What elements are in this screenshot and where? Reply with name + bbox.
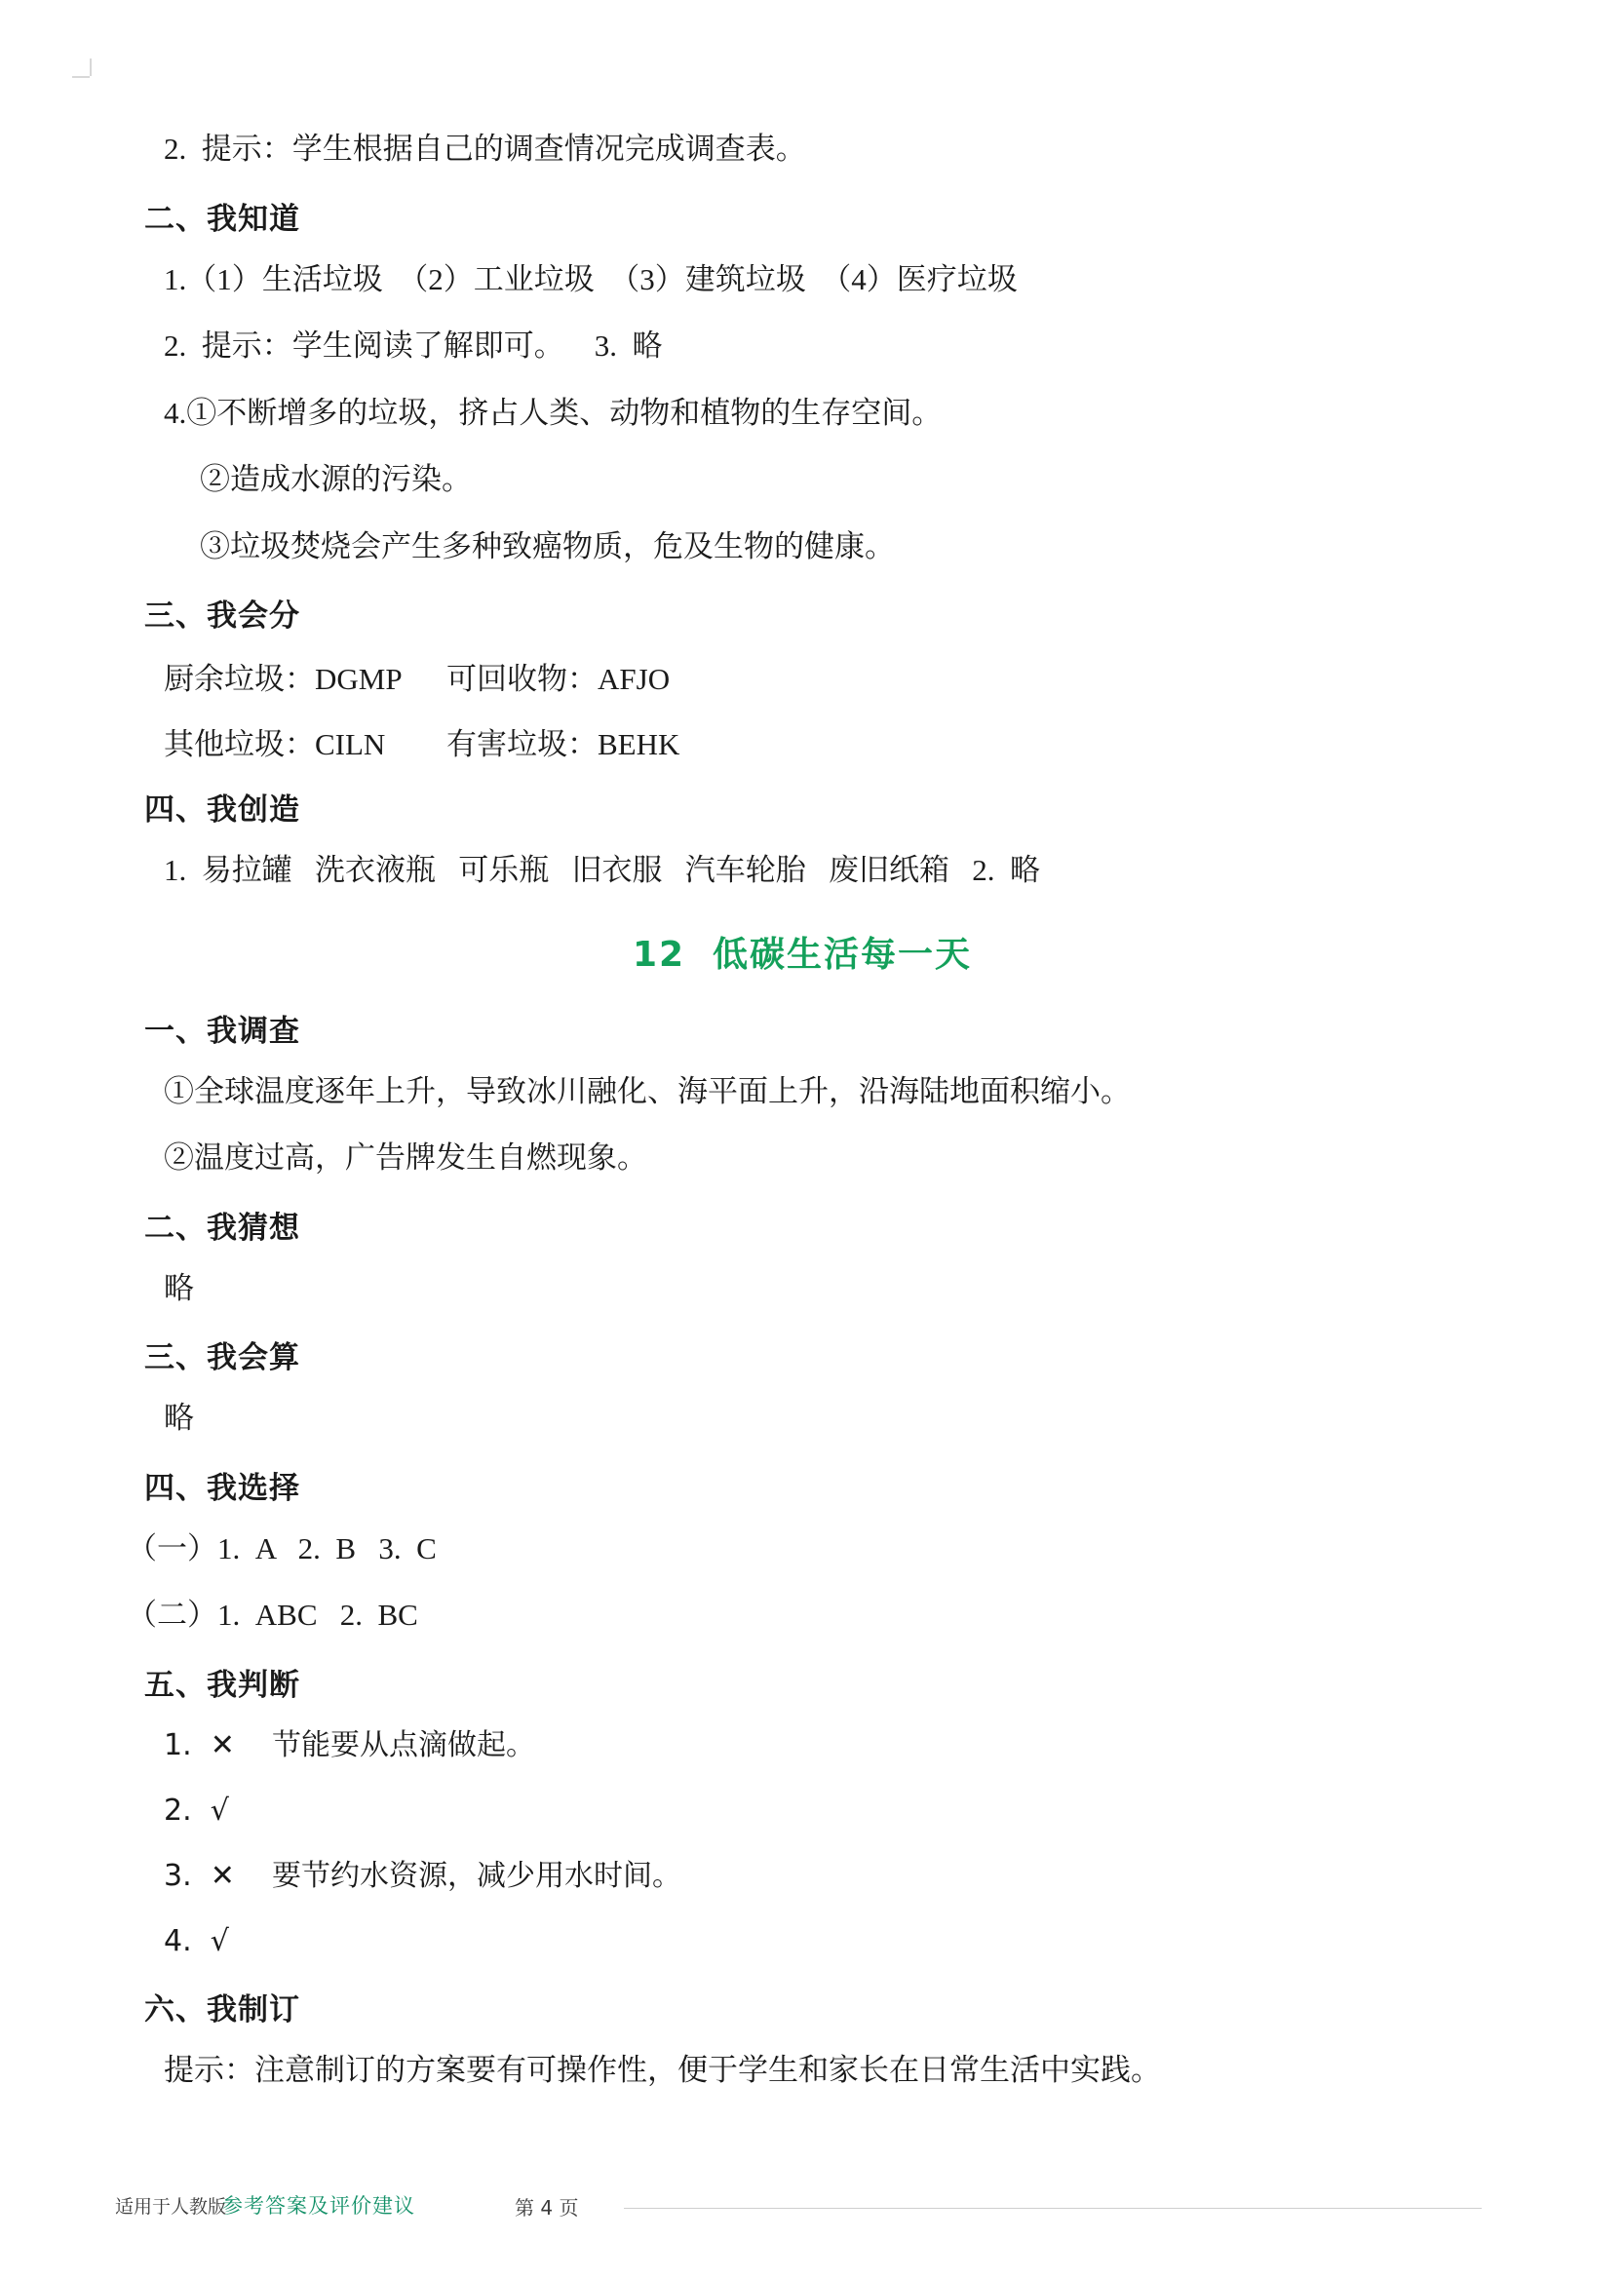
footer-label: 参考答案及评价建议 <box>222 2194 415 2218</box>
answer-line: 4. √ <box>164 1923 229 1958</box>
footer-edition: 适用于人教版 <box>115 2196 227 2218</box>
answer-line: 1. 易拉罐 洗衣液瓶 可乐瓶 旧衣服 汽车轮胎 废旧纸箱 2. 略 <box>164 853 1040 887</box>
answer-line: 3. ✕ 要节约水资源，减少用水时间。 <box>164 1858 681 1893</box>
answer-line: 2. √ <box>164 1793 229 1828</box>
answer-line: ②温度过高，广告牌发生自燃现象。 <box>164 1140 647 1175</box>
footer-page-number: 第 4 页 <box>515 2196 579 2220</box>
corner-mark-vertical <box>90 58 92 76</box>
answer-item-top: 2. 提示：学生根据自己的调查情况完成调查表。 <box>164 132 806 166</box>
section-heading-i-create: 四、我创造 <box>144 792 300 827</box>
answer-line: ②造成水源的污染。 <box>200 462 472 496</box>
chapter-title <box>127 927 1478 977</box>
answer-line: 4.①不断增多的垃圾，挤占人类、动物和植物的生存空间。 <box>164 395 943 430</box>
answer-line: 2. 提示：学生阅读了解即可。 3. 略 <box>164 328 663 363</box>
section-heading-i-can-sort: 三、我会分 <box>144 598 300 633</box>
section-heading-i-guess: 二、我猜想 <box>144 1210 300 1245</box>
answer-line: ③垃圾焚烧会产生多种致癌物质，危及生物的健康。 <box>200 528 895 563</box>
section-heading-i-plan: 六、我制订 <box>144 1991 300 2027</box>
section-heading-i-investigate: 一、我调查 <box>144 1013 300 1048</box>
sort-cell-left: 其他垃圾：CILN <box>164 727 386 761</box>
answer-line: 1. ✕ 节能要从点滴做起。 <box>164 1727 535 1762</box>
page-footer <box>0 2188 1624 2227</box>
chapter-name: 低碳生活每一天 <box>713 934 973 975</box>
section-heading-i-can-calculate: 三、我会算 <box>144 1340 300 1374</box>
sort-cell-left: 厨余垃圾：DGMP <box>164 662 403 696</box>
chapter-number: 12 <box>632 934 686 975</box>
answer-line: （一）1. A 2. B 3. C <box>127 1530 437 1565</box>
answer-line: 略 <box>164 1401 194 1435</box>
answer-line: 略 <box>164 1270 194 1305</box>
answer-line: （二）1. ABC 2. BC <box>127 1598 418 1632</box>
section-heading-i-judge: 五、我判断 <box>144 1667 300 1702</box>
answer-line: 1.（1）生活垃圾 （2）工业垃圾 （3）建筑垃圾 （4）医疗垃圾 <box>164 261 1018 296</box>
sort-row <box>127 654 1478 698</box>
sort-row <box>127 719 1478 763</box>
footer-divider <box>624 2208 1482 2209</box>
sort-cell-right: 可回收物：AFJO <box>446 662 671 696</box>
section-heading-i-choose: 四、我选择 <box>144 1470 300 1505</box>
answer-line: ①全球温度逐年上升，导致冰川融化、海平面上升，沿海陆地面积缩小。 <box>164 1073 1131 1108</box>
section-heading-i-know: 二、我知道 <box>144 201 300 236</box>
corner-mark-horizontal <box>72 76 90 78</box>
answer-line: 提示：注意制订的方案要有可操作性，便于学生和家长在日常生活中实践。 <box>164 2052 1161 2087</box>
sort-cell-right: 有害垃圾：BEHK <box>446 727 680 761</box>
